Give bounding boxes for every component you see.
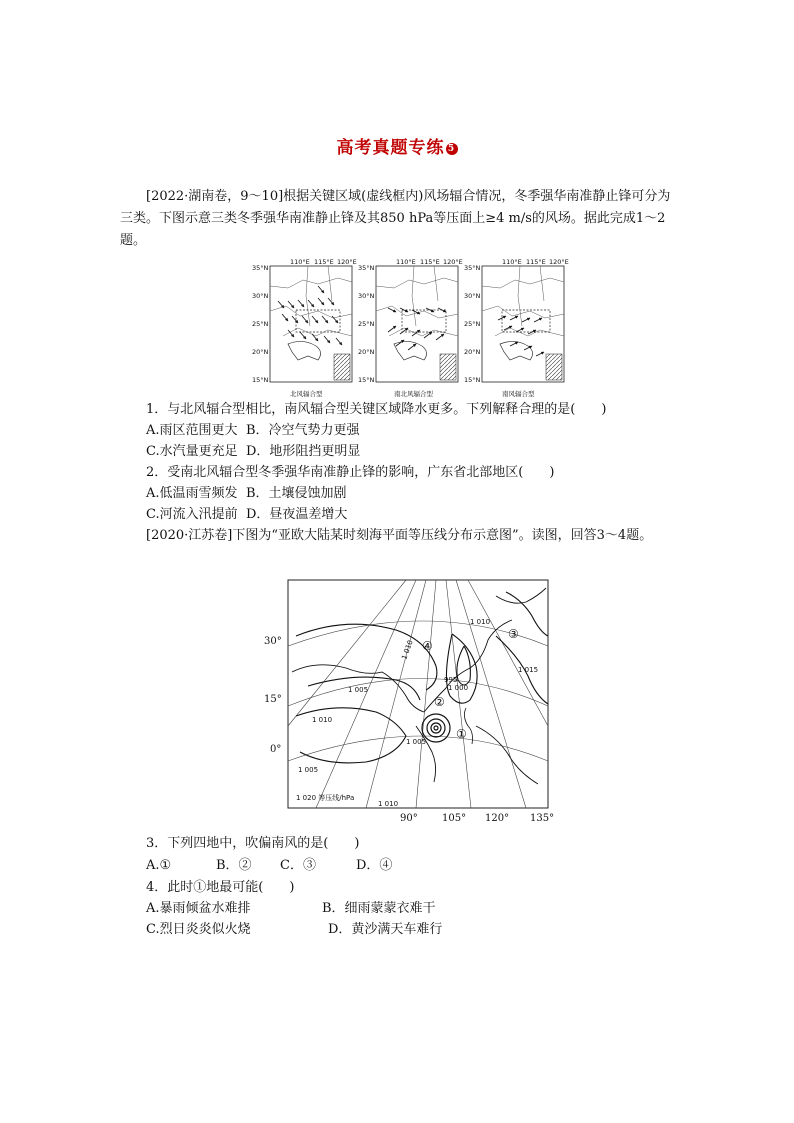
- q3-option-c: C．③: [280, 858, 316, 873]
- map2-lat-20: 20°N: [358, 348, 375, 356]
- map1-lat-25: 25°N: [252, 320, 269, 328]
- front-wind-maps: [248, 256, 574, 402]
- q3-option-a: A.①: [146, 858, 172, 873]
- map1-lat-15: 15°N: [252, 376, 269, 384]
- map2-lon-120: 120°E: [443, 258, 463, 266]
- map3-lon-120: 120°E: [549, 258, 569, 266]
- isobar-label-995: 995: [444, 676, 458, 684]
- iso-lat-15: 15°: [264, 694, 282, 705]
- title-badge: 5: [446, 143, 458, 155]
- question-3-stem: 3．下列四地中，吹偏南风的是( ): [146, 836, 360, 851]
- question-2-stem: 2．受南北风辐合型冬季强华南准静止锋的影响，广东省北部地区( ): [146, 465, 555, 480]
- page-title: [0, 133, 794, 158]
- section1-intro-text: [2022·湖南卷，9～10]根据关键区域(虚线框内)风场辐合情况，冬季强华南准静止锋可分为三类。下图示意三类冬季强华南准静止锋及其850 hPa等压面上≥4 m/s的风场。据此完成1～2题。: [120, 189, 671, 248]
- q4-option-c: C.烈日炎炎似火烧: [146, 922, 251, 937]
- iso-lon-135: 135°: [530, 813, 555, 824]
- isobar-label-1010-a: 1 010: [400, 639, 415, 661]
- q2-option-a: A.低温雨雪频发: [146, 486, 238, 501]
- q1-option-d: D．地形阻挡更明显: [246, 444, 361, 459]
- q2-option-d: D．昼夜温差增大: [246, 507, 348, 522]
- map-north-wind: [270, 266, 352, 382]
- map3-lat-20: 20°N: [464, 348, 481, 356]
- iso-lon-120: 120°: [485, 813, 510, 824]
- map1-lat-35: 35°N: [252, 264, 269, 272]
- isobar-label-1010-c: 1 010: [470, 618, 491, 626]
- map3-lon-110: 110°E: [502, 258, 522, 266]
- iso-lon-90: 90°: [400, 813, 418, 824]
- isobar-label-1005-a: 1 005: [348, 686, 369, 694]
- question-4-stem: 4．此时①地最可能( ): [146, 880, 295, 895]
- map1-caption: 北风辐合型: [290, 390, 323, 398]
- isobar-map: [256, 576, 562, 824]
- question-1-stem: 1．与北风辐合型相比，南风辐合型关键区域降水更多。下列解释合理的是( ): [146, 402, 607, 417]
- isobar-legend: 1 020 等压线/hPa: [296, 794, 355, 802]
- map2-caption: 南北风辐合型: [394, 390, 433, 398]
- q1-option-c: C.水汽量更充足: [146, 444, 238, 459]
- map1-lon-110: 110°E: [290, 258, 310, 266]
- isobar-label-1010-b: 1 010: [312, 716, 333, 724]
- map2-lat-15: 15°N: [358, 376, 375, 384]
- map3-lat-15: 15°N: [464, 376, 481, 384]
- q3-option-d: D．④: [356, 858, 393, 873]
- iso-lon-105: 105°: [442, 813, 467, 824]
- q2-option-c: C.河流入汛提前: [146, 507, 238, 522]
- point-4: ④: [422, 639, 433, 653]
- map1-lat-30: 30°N: [252, 292, 269, 300]
- map-south-wind: [482, 266, 564, 382]
- q3-option-b: B．②: [216, 858, 252, 873]
- isobar-label-1015: 1 015: [518, 666, 539, 674]
- map3-lat-25: 25°N: [464, 320, 481, 328]
- q4-option-b: B．细雨蒙蒙衣难干: [322, 901, 436, 916]
- map2-lat-30: 30°N: [358, 292, 375, 300]
- isobar-label-1000: 1 000: [448, 684, 469, 692]
- point-2: ②: [434, 695, 445, 709]
- map3-caption: 南风辐合型: [502, 390, 535, 398]
- map2-lon-115: 115°E: [420, 258, 440, 266]
- section2-intro: [120, 525, 676, 547]
- title-text: 高考真题专练: [336, 138, 445, 158]
- map1-lon-115: 115°E: [314, 258, 334, 266]
- map1-lat-20: 20°N: [252, 348, 269, 356]
- map-north-south-wind: [376, 266, 458, 382]
- section1-intro: [120, 186, 676, 252]
- q4-option-a: A.暴雨倾盆水难排: [146, 901, 251, 916]
- map3-lat-30: 30°N: [464, 292, 481, 300]
- point-1: ①: [456, 727, 467, 741]
- isobar-label-1005-c: 1 005: [298, 766, 319, 774]
- iso-lat-0: 0°: [270, 744, 282, 755]
- map2-lon-110: 110°E: [396, 258, 416, 266]
- map2-lat-25: 25°N: [358, 320, 375, 328]
- map3-lat-35: 35°N: [464, 264, 481, 272]
- q1-option-a: A.雨区范围更大: [146, 423, 238, 438]
- point-3: ③: [508, 627, 519, 641]
- isobar-label-1005-b: 1 005: [406, 738, 427, 746]
- section2-intro-text: [2020·江苏卷]下图为“亚欧大陆某时刻海平面等压线分布示意图”。读图，回答3～4题。: [146, 528, 653, 543]
- q1-option-b: B．冷空气势力更强: [246, 423, 360, 438]
- map1-lon-120: 120°E: [337, 258, 357, 266]
- map2-lat-35: 35°N: [358, 264, 375, 272]
- map3-lon-115: 115°E: [526, 258, 546, 266]
- isobar-label-1010-d: 1 010: [378, 800, 399, 808]
- iso-lat-30: 30°: [264, 636, 282, 647]
- q4-option-d: D．黄沙满天车难行: [328, 922, 443, 937]
- q2-option-b: B．土壤侵蚀加剧: [246, 486, 347, 501]
